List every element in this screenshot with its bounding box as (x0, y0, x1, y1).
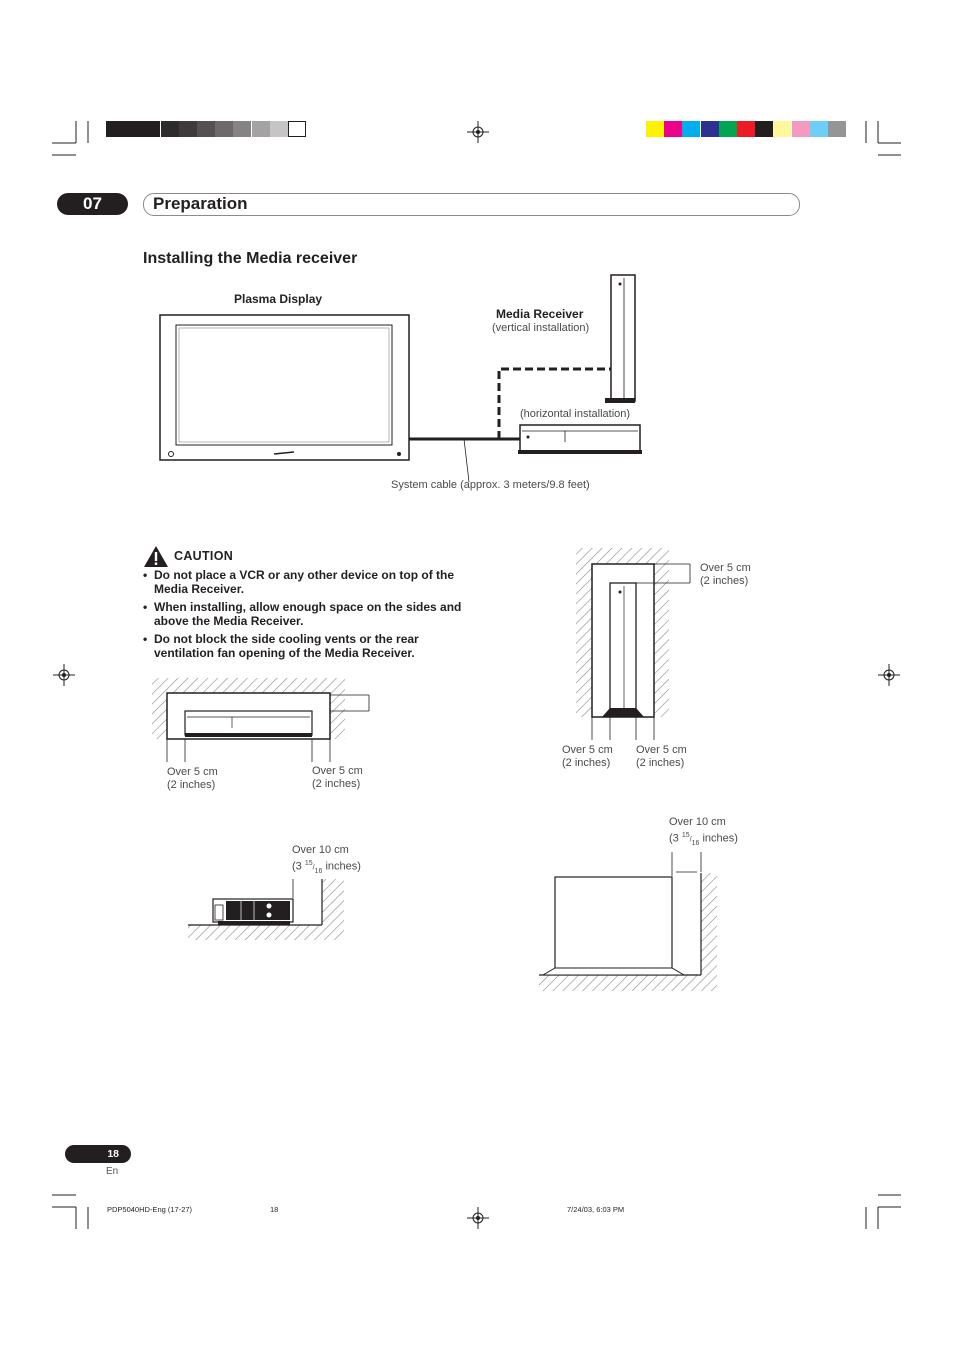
clearance-label: Over 5 cm (2 inches) (636, 744, 687, 769)
clearance-label: Over 5 cm (2 inches) (562, 744, 613, 769)
color-swatch (106, 121, 124, 137)
color-swatch (161, 121, 179, 137)
media-receiver-label: Media Receiver (496, 307, 584, 321)
registration-mark-icon (878, 664, 900, 686)
section-number-tab: 07 (57, 193, 128, 215)
clearance-label: Over 10 cm (3 $^{15}/_{16}$ inches) (292, 844, 361, 875)
color-swatch (233, 121, 251, 137)
receiver-rear-clearance-diagram (186, 870, 346, 942)
media-receiver-vertical-illustration (605, 275, 635, 403)
color-swatch (646, 121, 664, 137)
vertical-clearance-diagram (574, 546, 699, 746)
color-swatch (179, 121, 197, 137)
color-swatch (701, 121, 719, 137)
language-label: En (106, 1166, 119, 1177)
footer-page: 18 (270, 1205, 279, 1214)
color-swatch (664, 121, 682, 137)
vertical-installation-label: (vertical installation) (492, 322, 590, 334)
caution-item: • Do not block the side cooling vents or the rear ventilation fan opening of the Media Receiver. (143, 632, 473, 660)
footer-file-name: PDP5040HD-Eng (17-27) (107, 1205, 193, 1214)
footer-date: 7/24/03, 6:03 PM (567, 1205, 625, 1214)
color-swatch (215, 121, 233, 137)
horizontal-installation-label: (horizontal installation) (520, 408, 631, 420)
plasma-display-label: Plasma Display (234, 292, 323, 306)
clearance-label: Over 10 cm (3 $^{15}/_{16}$ inches) (669, 816, 738, 847)
system-cable-label: System cable (approx. 3 meters/9.8 feet) (391, 479, 590, 491)
clearance-label: Over 5 cm (2 inches) (700, 562, 751, 587)
caution-item: • Do not place a VCR or any other device on top of the Media Receiver. (143, 568, 473, 596)
page-number: 18 (65, 1145, 131, 1163)
color-swatch (682, 121, 700, 137)
registration-mark-icon (467, 1207, 489, 1229)
color-swatch (719, 121, 737, 137)
color-swatch (124, 121, 142, 137)
color-swatch (810, 121, 828, 137)
color-swatch (737, 121, 755, 137)
section-title: Preparation (153, 194, 248, 213)
connection-diagram (150, 270, 650, 485)
color-swatch (755, 121, 773, 137)
registration-mark-icon (53, 664, 75, 686)
color-swatch (288, 121, 306, 137)
registration-mark-icon (467, 121, 489, 143)
clearance-label: Over 5 cm (2 inches) (312, 765, 363, 790)
color-swatch (142, 121, 160, 137)
caution-title: CAUTION (174, 549, 234, 563)
page-heading: Installing the Media receiver (143, 250, 358, 267)
media-receiver-horizontal-illustration (518, 425, 642, 454)
color-swatch (828, 121, 846, 137)
color-swatch (270, 121, 288, 137)
horizontal-clearance-diagram (150, 676, 375, 766)
caution-list (143, 568, 473, 664)
color-swatch (252, 121, 270, 137)
color-swatch (197, 121, 215, 137)
display-rear-clearance-diagram (537, 848, 719, 993)
clearance-label: Over 5 cm (2 inches) (167, 766, 218, 791)
warning-triangle-icon (143, 545, 169, 568)
color-swatch (792, 121, 810, 137)
plasma-display-illustration (160, 315, 409, 460)
caution-item: • When installing, allow enough space on the sides and above the Media Receiver. (143, 600, 473, 628)
color-swatch (773, 121, 791, 137)
